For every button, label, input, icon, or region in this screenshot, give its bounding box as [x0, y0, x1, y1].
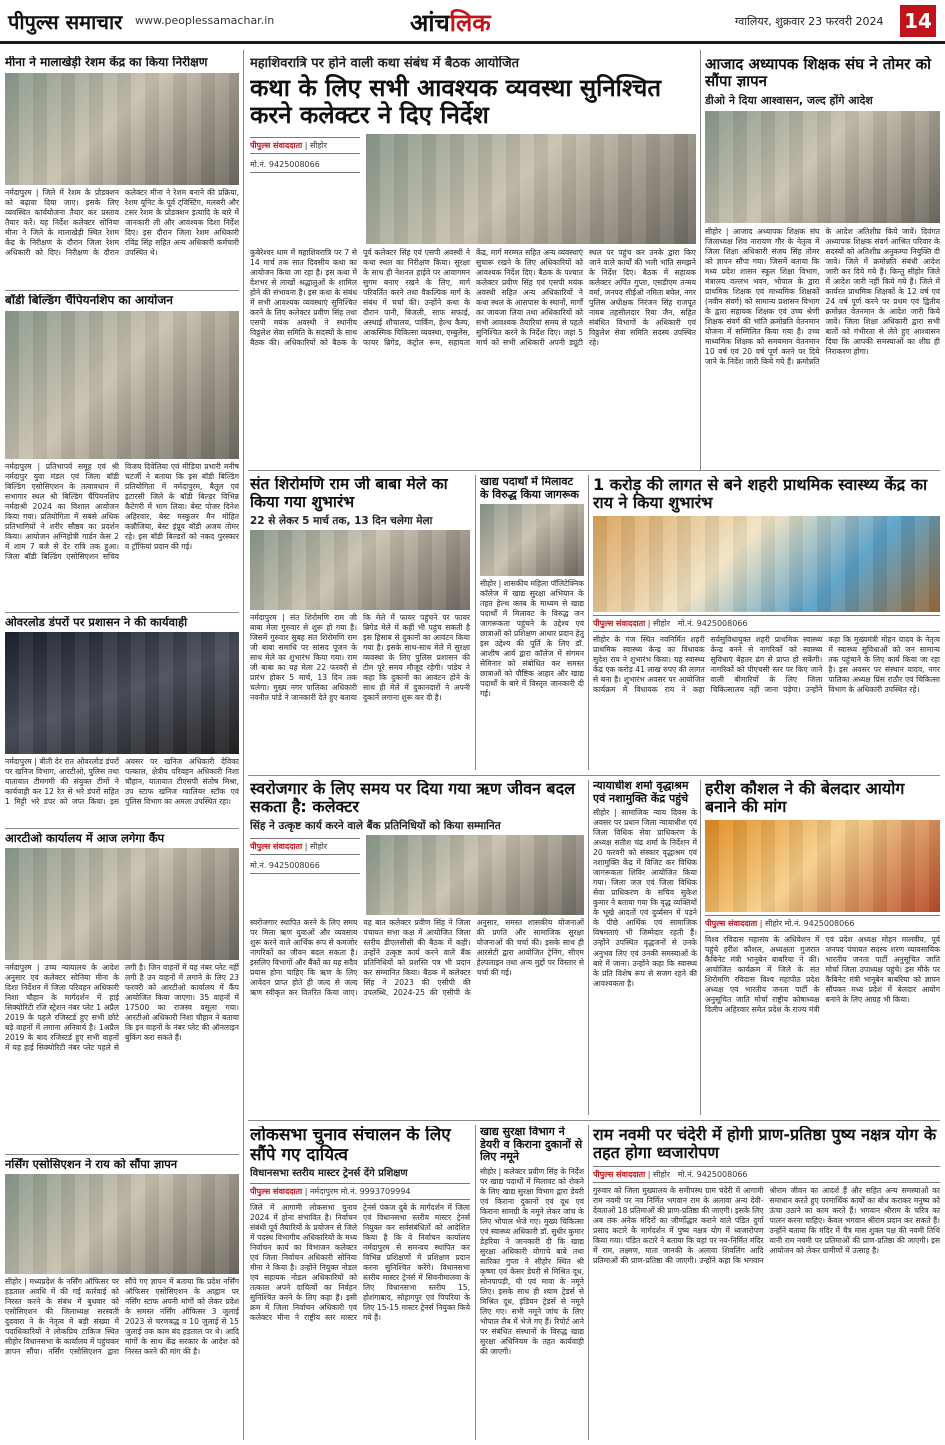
story-khadya — [480, 476, 584, 770]
headline: खाद्य सुरक्षा विभाग ने डेयरी व किराना दुकानों से लिए नमूने — [480, 1126, 583, 1164]
story-body: नर्मदापुरम | संत शिरोमणि राम जी बाबा मेला गुरुवार से शुरू हो गया है। जिसमें गुरुवार सुबह संत शिरोमणि राम जी बाबा समाधि पर सांसद पूजन के साथ मेले का शुभारंभ किया गया। राम जी बाबा का यह मेला 22 फरवरी से प्रारंभ होकर 5 मार्च, 13 दिन तक चलेगा। मुख्य नगर पालिका अधिकारी नवनीत पांडे ने जानकारी देते हुए बताया कि मेले में फायर पहुंचने पर फायर ब्रिगेड मेले में कहीं भी पहुंच सकती है इस हिसाब से दुकानों का आवंटन किया गया है। इसके साथ-साथ मेले में सुरक्षा व्यवस्था के लिए पुलिस प्रशासन की टीम पूरे समय मौजूद रहेगी। पांडेय ने कहा कि दुकानों का आवंटन होने के साथ ही मेले में दुकानदारों ने अपनी दुकानें लगाना शुरू कर दी है। — [250, 613, 470, 703]
row-divider — [5, 1154, 239, 1155]
story-body: जिले में आगामी लोकसभा चुनाव 2024 में होना संभावित है। निर्वाचन संबंधी पूर्व तैयारियों के प्रयोजन से जिले में पदस्थ विभागीय अधिकारियों के मध्य निर्वाचन कार्य का विभाजन कलेक्टर एवं जिला निर्वाचन अधिकारी सोनिया मीना ने किया है। उन्होंने नियुक्त नोडल एवं सहायक नोडल अधिकारियों को तत्काल अपने दायित्वों का निर्वहन सुनिश्चित करने के लिए कहा है। इसी क्रम में जिला निर्वाचन अधिकारी एवं कलेक्टर मीना ने राष्ट्रीय स्तर मास्टर ट्रेनर्स पंकज दुबे के मार्गदर्शन में जिला एवं विधानसभा स्तरीय मास्टर ट्रेनर्स नियुक्त कर सर्वसंबंधितों को आदेशित किया है कि वे निर्वाचन कार्यालय नर्मदापुरम से समन्वय स्थापित कर विभिन्न प्रशिक्षणों में प्रशिक्षण प्रदान करना सुनिश्चित करेंगे। विधानसभा स्तरीय मास्टर ट्रेनर्स में सिवनीमालवा के लिए विधानसभा स्तरीय 15, होशंगाबाद, सोहागपुर एवं पिपरिया के लिए 15-15 मास्टर ट्रेनर्स नियुक्त किये गये हैं। — [250, 1203, 470, 1323]
byline-place: सीहोर — [309, 842, 328, 852]
story-body: सीहोर | मध्यप्रदेश के नर्सिंग ऑफिसर पर हड़ताल अवधि में की गई कार्रवाई को निरस्त करने के संबंध में बुधवार को एसोसिएशन की जिलाध्यक्ष सरस्वती दुदवारा ने के नेतृत्व में बड़ी संख्या में पदाधिकारियों ने लोकप्रिय टाकिज स्थित सीहोर विधानसभा के कार्यालय में पहुंचकर ज्ञापन सौंपा। नर्सिंग एसोसिएशन द्वारा सौंपे गए ज्ञापन में बताया कि प्रदेश नर्सिंग ऑफिसर एसोसिएशन के आह्वान पर नर्सिंग स्टाफ अपनी मांगों को लेकर प्रदेश के समस्त नर्सिंग ऑफिसर 3 जुलाई 2023 से चरणबद्ध व 10 जुलाई से 15 जुलाई तक काम बंद हड़ताल पर थे। आदि मांगों के साथ केंद्र सरकार के आदेश को निरस्त करने की मांग की है। — [5, 1277, 239, 1357]
story-vriddhashram — [593, 780, 697, 1116]
headline: आजाद अध्यापक शिक्षक संघ ने तोमर को सौंपा ज्ञापन — [705, 56, 932, 91]
site-url[interactable]: www.peoplessamachar.in — [135, 14, 275, 27]
byline: पीपुल्स संवाददाता | नर्मदापुरम मो.नं. 9993709994 — [250, 1183, 470, 1200]
story-body: सीहोर के गंज स्थित नवनिर्मित शहरी प्राथमिक स्वास्थ्य केन्द्र का विधायक सुदेश राय ने शुभारंभ किया। यह स्वास्थ्य केंद्र एक करोड़ 41 लाख रुपए की लागत से बना है। शुभारंभ अवसर पर आयोजित कार्यक्रम में विधायक राय ने कहा सर्वसुविधायुक्त शहरी प्राथमिक स्वास्थ्य केन्द्र बनने से नागरिकों को स्वास्थ्य सुविधाएं बेहतर ढंग से प्राप्त हो सकेंगी। नागरिकों को पीएचसी स्तर पर किए जाने वाली बीमारियों के लिए जिला चिकित्सालय नहीं जाना पड़ेगा। उन्होंने कहा कि मुख्यमंत्री मोहन यादव के नेतृत्व में स्वास्थ्य सुविधाओं को जन सामान्य तक पहुंचाने के लिए कार्य किया जा रहा है। इस अवसर पर संस्थान यादव, नगर पालिका अध्यक्ष प्रिंस राठौर एवं चिकित्सा विभाग के अधिकारी उपस्थित रहे। — [593, 634, 940, 694]
headline: लोकसभा चुनाव संचालन के लिए सौंपे गए दायित्व — [250, 1126, 451, 1165]
story-overload — [5, 616, 239, 826]
byline: पीपुल्स संवाददाता | सीहोर मो.नं. 9425008066 — [593, 615, 940, 632]
story-rto — [5, 832, 239, 1152]
story-swarozgar — [250, 780, 584, 1116]
subhead: 22 से लेकर 5 मार्च तक, 13 दिन चलेगा मेला — [250, 514, 433, 527]
story-mela — [250, 476, 470, 770]
story-body: नर्मदापुरम | जिले में रेशम के प्रोडक्शन को बढ़ावा दिया जाए। इसके लिए व्यवस्थित कार्ययोजना तैयार कर प्रस्ताव तैयार करें। यह निर्देश कलेक्टर सोनिया मीना ने जिले के मालाखेड़ी स्थित रेशम केंद्र के निरीक्षण के दौरान जिला रेशम अधिकारी को दिए। निरीक्षण के दौरान कलेक्टर मीना ने रेशम बनाने की प्रक्रिया, रेशम यूनिट के पूर्व ट्विस्टिंग, मलबरी और टसर रेशम के प्रोडक्शन इत्यादि के बारे में जानकारी ली और आवश्यक दिशा निर्देश दिए। इस दौरान जिला रेशम अधिकारी रविंद्र सिंह सहित अन्य अधिकारी कर्मचारी उपस्थित थे। — [5, 187, 239, 257]
headline: स्वरोजगार के लिए समय पर दिया गया ऋण जीवन बदल सकता है: कलेक्टर — [250, 780, 575, 817]
story-body: सीहोर | सामाजिक न्याय दिवस के अवसर पर प्रधान जिला न्यायाधीश एवं जिला विधिक सेवा प्राधिकरण के अध्यक्ष सतीश चंद्र शर्मा के निर्देशन में 20 फरवरी को संस्कार वृद्धाश्रम एवं नशामुक्ति केंद्र में विजिट कर विधिक जागरूकता शिविर आयोजित किया गया। जिला जज एवं जिला विधिक सेवा प्राधिकरण के सचिव सुकेश कुमार ने बताया गया कि वृद्ध व्यक्तियों के भूखे आदतों एवं दुर्व्यसन में पड़ने के पीछे आर्थिक एवं सामाजिक विषमताएं भी जिम्मेदार रहती हैं। उन्होंने उपस्थित वृद्धजनों से उनके अनुभव लिए एवं उनकी समस्याओं के बारे में जाना। उन्होंने कहा कि स्वास्थ्य के प्रति विशेष रूप से सजग रहने की आवश्यकता है। — [593, 808, 697, 988]
headline: 1 करोड़ की लागत से बने शहरी प्राथमिक स्वास्थ्य केंद्र का राय ने किया शुभारंभ — [593, 476, 928, 513]
row-divider — [5, 612, 239, 613]
headline: कथा के लिए सभी आवश्यक व्यवस्था सुनिश्चित करने कलेक्टर ने दिए निर्देश — [250, 73, 662, 130]
row-divider — [248, 775, 940, 776]
subhead: डीओ ने दिया आश्वासन, जल्द होंगे आदेश — [705, 93, 873, 107]
news-photo — [480, 504, 584, 576]
news-photo — [5, 848, 239, 960]
byline-name: पीपुल्स संवाददाता — [593, 1169, 646, 1179]
byline: पीपुल्स संवाददाता | सीहोर मो.नं. 9425008066 — [593, 1166, 940, 1183]
page-number: 14 — [900, 5, 936, 37]
story-swasthya — [593, 476, 940, 770]
byline-mobile: मो.नं. 9425008066 — [250, 858, 360, 874]
row-divider — [5, 828, 239, 829]
story-bodybuilding — [5, 294, 239, 610]
byline-mobile: मो.नं. 9425008066 — [677, 618, 748, 628]
masthead — [0, 0, 945, 44]
story-body: गुरुवार को जिला मुख्यालय के समीपस्थ ग्राम चंदेरी में आगामी राम नवमी पर नव निर्मित भगवान राम के अलावा अन्य देवी-देवताओं 18 प्रतिमाओं की प्राण-प्रतिष्ठा की जाएगी। इसके लिए अब तक अनेक मंदिरों का जीर्णोद्धार कराने वाले पंडित दुर्गा प्रसाद कटारे के मार्गदर्शन में पुष्य नक्षत्र योग में ध्वजारोपण किया गया। पंडित कटारे ने बताया कि यहां पर नव-निर्मित मंदिर में राम, लक्ष्मण, माता जानकी के अलावा शिवलिंग आदि प्रतिमाओं की प्राण-प्रतिष्ठा की जाएगी। उन्होंने कहा कि भगवान श्रीराम जीवन का आदर्श हैं और सहित अन्य समस्याओं का समाधान करते हुए परमार्थिक कार्यों का बोध कराकर मनुष्य को ऊंचा उठाने का काम करते हैं। भगवान श्रीराम के चरित्र का पालन करना चाहिए। केवल भगवान श्रीराम प्रदान कर सकते हैं। उन्होंने बताया कि मंदिर में चैत्र मास शुक्ल पक्ष की नवमी तिथि यानी राम नवमी पर प्रतिमाओं की प्राण-प्रतिष्ठा की जाएगी। इस आयोजन को लेकर ग्रामीणों में उत्साह है। — [593, 1185, 940, 1265]
row-divider — [248, 470, 940, 471]
section-suffix: लिक — [449, 9, 491, 37]
byline-mobile: मो.नं. 9425008066 — [677, 1169, 748, 1179]
news-photo — [250, 530, 470, 610]
story-body: सीहोर | आजाद अध्यापक शिक्षक संघ जिलाध्यक्ष शिव नारायण गौर के नेतृत्व में जिला शिक्षा अधिकारी संजय सिंह तोमर को ज्ञापन सौंपा गया। जिसमें बताया कि मध्य प्रदेश शासन स्कूल शिक्षा विभाग, मंत्रालय वल्लभ भवन, भोपाल के द्वारा प्राथमिक शिक्षक एवं माध्यमिक शिक्षकों (नवीन संवर्ग) को सामान्य प्रशासन विभाग के द्वारा सहायक शिक्षक एवं उच्च श्रेणी शिक्षक संवर्ग की भांति क्रमोन्नति वेतनमान योजना में सम्मिलित किया गया है। उच्च माध्यमिक शिक्षक को समयमान वेतनमान 10 वर्ष एवं 20 वर्ष पूर्ण करने पर दिये जाने के निर्देश जारी किये गये हैं। क्रमोन्नति के आदेश अतिशीघ्र किये जावें। दिवंगत अध्यापक शिक्षक संवर्ग आश्रित परिवार के सदस्यों को अतिशीघ्र अनुकम्पा नियुक्ति दी जावे। जिले में क्रमोन्नति संबंधी आदेश जारी कर दिये गये हैं। किन्तु सीहोर जिले में आदेश जारी नहीं किये गये हैं। जिले में कार्यरत प्राथमिक शिक्षकों के 12 वर्ष एवं 24 वर्ष पूर्ण करने पर प्रथम एवं द्वितीय क्रमोन्नत वेतनमान के आदेश जारी किये जावें। जिला शिक्षा अधिकारी द्वारा सभी बातों को गंभीरता से लेते हुए आश्वासन दिया कि आपकी समस्याओं का शीघ्र ही निराकरण होगा। — [705, 226, 940, 366]
news-photo — [5, 632, 239, 754]
byline-name: पीपुल्स संवाददाता — [250, 1187, 303, 1197]
byline-mobile: मो.नं. 9425008066 — [250, 157, 360, 173]
news-photo — [366, 835, 584, 915]
headline: न्यायाधीश शर्मा वृद्धाश्रम एवं नशामुक्ति केंद्र पहुंचे — [593, 780, 689, 805]
story-body: नर्मदापुरम | उच्च न्यायालय के आदेश अनुसार एवं कलेक्टर सोनिया मीना के दिशा निर्देशन में जिला परिवहन अधिकारी निशा चौहान के मार्गदर्शन में हाई सिक्योरिटी रजि स्ट्रेशन नंबर प्लेट 1 अप्रैल 2019 के पहले रजिस्टर्ड हुए सभी छोटे बड़े वाहनों में लगाना अनिवार्य है। 1अप्रैल 2019 के बाद रजिस्टर्ड हुए सभी वाहनों में यह हाई सिक्योरिटी नंबर प्लेट पहले से लगी है। जिन वाहनों में यह नंबर प्लेट नहीं लगी है उन वाहनों में लगाने के लिए 23 फरवरी को आरटीओ कार्यालय में कैंप आयोजित किया जाएगा। 35 वाहनों में 17500 का राजस्व वसूला गया। आरटीओ अधिकारी निशा चौहान ने बताया कि इन वाहनों के नंबर प्लेट की ऑनलाइन बुकिंग करा सकते हैं। — [5, 963, 239, 1053]
headline: बॉडी बिल्डिंग चैंपियनशिप का आयोजन — [5, 294, 173, 307]
news-photo — [5, 311, 239, 459]
byline: पीपुल्स संवाददाता | सीहोर — [250, 137, 360, 154]
column-divider — [475, 1125, 476, 1440]
story-ramnavmi — [593, 1126, 940, 1440]
headline: हरीश कौशल ने की बेलदार आयोग बनाने की मांग — [705, 780, 905, 817]
headline: मीना ने मालाखेड़ी रेशम केंद्र का किया निरीक्षण — [5, 56, 208, 69]
headline: नर्सिंग एसोसिएशन ने राय को सौंपा ज्ञापन — [5, 1158, 178, 1171]
news-photo — [705, 820, 940, 912]
byline: पीपुल्स संवाददाता | सीहोर — [250, 838, 360, 855]
column-divider — [588, 780, 589, 1115]
story-dairy — [480, 1126, 584, 1440]
story-body: नर्मदापुरम | बीती देर रात ओवरलोड डंपरों पर खनिज विभाग, आरटीओ, पुलिस तथा यातायात टीमगमी की संयुक्त टीमों ने कार्यवाही कर 12 रेत से भरे डंपरों सहित 1 मिट्टी भरे डंपर को जप्त किया। इस अवसर पर खनिज अधिकारी देविका पल्काल, क्षेत्रीय परिवहन अधिकारी निशा चौहान, यातायात टीएसपी संतोष मिश्रा, उप स्टाफ खनिज ग्वालियर स्टॉक एवं पुलिस विभाग का अमला उपस्थित रहा। — [5, 757, 239, 807]
story-body: स्वरोजगार स्थापित करने के लिए समय पर मिला ऋण युवाओं और व्यवसाय शुरू करने वाले आर्थिक रूप से कमजोर नागरिकों का जीवन बदल सकता है। इसलिए विभागों और बैंकों का यह सदैव प्रयास होना चाहिए कि ऋण के लिए आवेदन प्राप्त होते ही जल्द से जल्द ऋण स्वीकृत कर वितरित किया जाए। यह बात कलेक्टर प्रवीण सिंह ने जिला पंचायत सभा कक्ष में आयोजित जिला स्तरीय डीएलसीसी की बैठक में कही। उन्होंने उत्कृष्ट कार्य करने वाले बैंक प्रतिनिधियों को प्रशस्ति पत्र भी प्रदान कर सम्मानित किया। बैठक में कलेक्टर सिंह ने 2023 की एसीपी की उपलब्धि, 2024-25 की एसीपी के अनुसार, समस्त शासकीय योजनाओं की प्रगति और सामाजिक सुरक्षा योजनाओं की चर्चा की। इसके साथ ही आरसेटी द्वारा आयोजित ट्रेनिंग, सीएम हेल्पलाइन तथा अन्य मुद्दों पर विस्तार से चर्चा की गई। — [250, 918, 584, 998]
headline: ओवरलोड डंपरों पर प्रशासन ने की कार्यवाही — [5, 616, 188, 629]
column-divider — [588, 475, 589, 770]
headline: राम नवमी पर चंदेरी में होगी प्राण-प्रतिष्ठा पुष्य नक्षत्र योग के तहत होगा ध्वजारोपण — [593, 1126, 937, 1163]
story-body: नर्मदापुरम | प्रतिभापर्व समूह एवं श्री नर्मदापुर युवा मंडल एवं जिला बॉडी बिल्डिंग एसोसिएशन के तत्वावधान में सभागार स्थल श्री बिल्डिंग चैंपियनशिप नर्मदाश्री 2024 का विशाल आयोजन किया गया। प्रतियोगिता में सबसे अधिक प्रतिभागियों ने शरीर सौष्ठव का प्रदर्शन किया। आयोजन अग्निहोत्री गार्डन केस 2 में शाम 7 बजे से देर रात्रि तक हुआ। जिला बॉडी बिल्डिंग एसोसिएशन सचिव विजय दिवेलिया एवं मीडिया प्रभारी मनीष चटर्जी ने बताया कि इस बॉडी बिल्डिंग प्रतियोगिता में नर्मदापुरम, बैतूल एवं इटारसी जिले के बॉडी बिल्डर विभिन्न कैटेगरी में भाग लिया। बेस्ट पोजर दिनेश अहिरवार, बेस्ट मस्कुलर मैन मोहित कन्नौजिया, बेस्ट इंप्रूव बॉडी अजय तोमर रहे। इस बॉडी बिल्डरों को नकद पुरस्कार व ट्रॉफियां प्रदान की गई। — [5, 461, 239, 561]
story-nursing — [5, 1158, 239, 1440]
row-divider — [5, 290, 239, 291]
byline-name: पीपुल्स संवाददाता — [593, 618, 646, 628]
kicker: महाशिवरात्रि पर होने वाली कथा संबंध में बैठक आयोजित — [250, 56, 520, 71]
story-resham — [5, 56, 239, 288]
subhead: सिंह ने उत्कृष्ट कार्य करने वाले बैंक प्रतिनिधियों को किया सम्मानित — [250, 819, 501, 832]
story-body: कुबेरेश्वर धाम में महाशिवरात्रि पर 7 से 14 मार्च तक सात दिवसीय कथा का आयोजन किया जा रहा है। इस कथा में देशभर से लाखों श्रद्धालुओं के शामिल होने की संभावना है। इस कथा के संबंध में सभी आवश्यक व्यवस्थाएं सुनिश्चित करने के लिए कलेक्टर प्रवीण सिंह तथा एसपी मयंक अवस्थी ने स्थानीय विठ्ठलेश सेवा समिति के सदस्यों के साथ बैठक की। अधिकारियों को बैठक के पूर्व कलेक्टर सिंह एवं एसपी अवस्थी ने कथा स्थल का निरीक्षण किया। सुरक्षा के साथ ही नेशनल हाईवे पर आवागमन सुगम बनाए रखने के लिए, मार्ग परिवर्तित करने तथा वैकल्पिक मार्ग के संबंध में चर्चा की। उन्होंने कथा के दौरान पानी, बिजली, साफ सफाई, अस्थाई शौचालय, पार्किंग, हेल्थ कैम्प, आकस्मिक चिकित्सा व्यवस्था, एम्बुलेंस, फायर ब्रिगेड, कंट्रोल रूम, सहायता केंद्र, मार्ग मरम्मत सहित अन्य व्यवस्थाएं सुचारू रखने के लिए अधिकारियों को आवश्यक निर्देश दिए। बैठक के पश्चात कलेक्टर प्रवीण सिंह एवं एसपी मयंक अवस्थी सहित अन्य अधिकारियों ने कथा स्थल के आसपास के स्थानों, मार्गों का जायजा लिया तथा अधिकारियों को सभी आवश्यक तैयारियां समय से पहले सुनिश्चित करने के निर्देश दिए। जहां 5 मार्च को सभी अधिकारी अपनी ड्यूटी स्थल पर पहुंच कर उनके द्वारा किए जाने वाले कार्यों की भली भांति समझने के निर्देश दिए। बैठक में सहायक कलेक्टर अर्पित गुप्ता, एसडीएम तन्मय वर्मा, जनपद सीईओ नमिता बघेल, नगर पुलिस अधीक्षक निरंजन सिंह राजपूत नायब तहसीलदार रिया जैन, सहित संबंधित विभागों के अधिकारी एवं विठ्ठलेश सेवा समिति सदस्य उपस्थित रहे। — [250, 247, 696, 347]
news-photo — [705, 111, 940, 223]
news-photo — [593, 516, 940, 612]
section-title — [410, 6, 491, 39]
news-photo — [366, 134, 696, 244]
byline-place: सीहोर — [652, 1169, 671, 1179]
byline-name: पीपुल्स संवाददाता — [705, 918, 758, 928]
story-loksabha — [250, 1126, 470, 1440]
headline: संत शिरोमणि राम जी बाबा मेले का किया गया शुभारंभ — [250, 476, 448, 511]
news-photo — [5, 73, 239, 185]
story-body: सीहोर | कलेक्टर प्रवीण सिंह के निर्देश पर खाद्य पदार्थों में मिलावट को रोकने के लिए खाद्य सुरक्षा विभाग द्वारा डेयरी एवं किराना दुकानों एवं दूध एवं किराना सामग्री के नमूने लेकर जांच के लिए भोपाल भेजे गए। मुख्य चिकित्सा एवं स्वास्थ्य अधिकारी डॉ. सुधीर कुमार डेहरिया ने जानकारी दी कि खाद्य सुरक्षा अधिकारी योगाचे बाबे तथा सारिका गुप्ता ने सीहोर स्थित श्री कृष्णा एवं केसर डेयरी से मिश्रित दूध, सोनपापड़ी, घी एवं मावा के नमूने लिए। इसके साथ ही श्याम ट्रेडर्स से मिश्रित दूध, इंडियन ट्रेडर्स से नमूने लिए गए। सभी नमूने जांच के लिए भोपाल लैब में भेजे गए हैं। रिपोर्ट आने पर संबंधित संस्थानों के विरुद्ध खाद्य सुरक्षा अधिनियम के तहत कार्यवाही की जाएगी। — [480, 1166, 584, 1357]
byline-name: पीपुल्स संवाददाता — [250, 842, 303, 852]
column-divider — [588, 1125, 589, 1440]
story-katha — [250, 56, 696, 468]
column-divider — [475, 475, 476, 770]
byline-place: सीहोर — [652, 618, 671, 628]
byline-mobile: मो.नं. 9993709994 — [340, 1187, 411, 1197]
headline: आरटीओ कार्यालय में आज लगेगा कैंप — [5, 832, 165, 845]
brand-logo: पीपुल्स समाचार — [8, 10, 123, 34]
column-divider — [700, 780, 701, 1115]
section-prefix: आंच — [410, 9, 450, 37]
byline-place: सीहोर — [309, 140, 328, 150]
story-belder — [705, 780, 940, 1116]
headline: खाद्य पदार्थों में मिलावट के विरुद्ध किया जागरूक — [480, 476, 579, 501]
story-body: विश्व रविदास महासंघ के अधिवेशन में पहुंचे हरीश कौशल, अध्यक्षता गुजरात कैबिनेट मंत्री भानूबेन बाबरिया ने की। आयोजित कार्यक्रम में जिले के संत शिरोमणि रविदास विश्व महापीठ प्रदेश अध्यक्ष एवं भारतीय जनता पार्टी के अनुसूचित जाति मोर्चा राष्ट्रीय कोषाध्यक्ष दिलीप अहिरवार समेत प्रदेश के राज्य मंत्री एवं प्रदेश अध्यक्ष मोहन मालवीय, पूर्व जनपद पंचायत सदस्य शरण व्यावसायिक भारतीय जनता पार्टी अनुसूचित जाति मोर्चा जिला उपाध्यक्ष पहुंचे। इस मौके पर कैबिनेट मंत्री भानूबेन बाबरिया को ज्ञापन सौंपकर मध्य प्रदेश में बेलदार आयोग बनाने के लिए आग्रह भी किया। — [705, 934, 940, 1014]
column-divider — [700, 50, 701, 470]
news-photo — [5, 1174, 239, 1274]
byline-place: नर्मदापुरम — [309, 1187, 339, 1197]
column-divider — [243, 50, 244, 1440]
subhead: विधानसभा स्तरीय मास्टर ट्रेनर्स देंगे प्रशिक्षण — [250, 1168, 408, 1180]
byline-mobile: मो.नं. 9425008066 — [784, 918, 855, 928]
byline-name: पीपुल्स संवाददाता — [250, 140, 303, 150]
row-divider — [248, 1120, 940, 1121]
dateline: ग्वालियर, शुक्रवार 23 फरवरी 2024 — [735, 15, 884, 28]
byline: पीपुल्स संवाददाता | सीहोर मो.नं. 9425008066 — [705, 915, 940, 932]
byline-place: सीहोर — [764, 918, 783, 928]
story-shikshak — [705, 56, 940, 468]
story-body: सीहोर | शासकीय महिला पॉलिटेक्निक कॉलेज में खाद्य सुरक्षा अभियान के तहत हेल्थ क्लब के माध्यम से खाद्य पदार्थों में मिलावट के विरुद्ध जन जागरूकता पहुंचने के उद्देश्य एवं छात्राओं को प्रशिक्षण आधार प्रदान हेतु इस उद्देश्य की पूर्ति के लिए डॉ. आशीष आर्य द्वारा कॉलेज में संगमन सेमिनार को संबोधित कर समस्त छात्राओं को पौष्टिक आहार और खाद्य पदार्थों के बारे में विस्तृत जानकारी दी गई। — [480, 579, 584, 699]
